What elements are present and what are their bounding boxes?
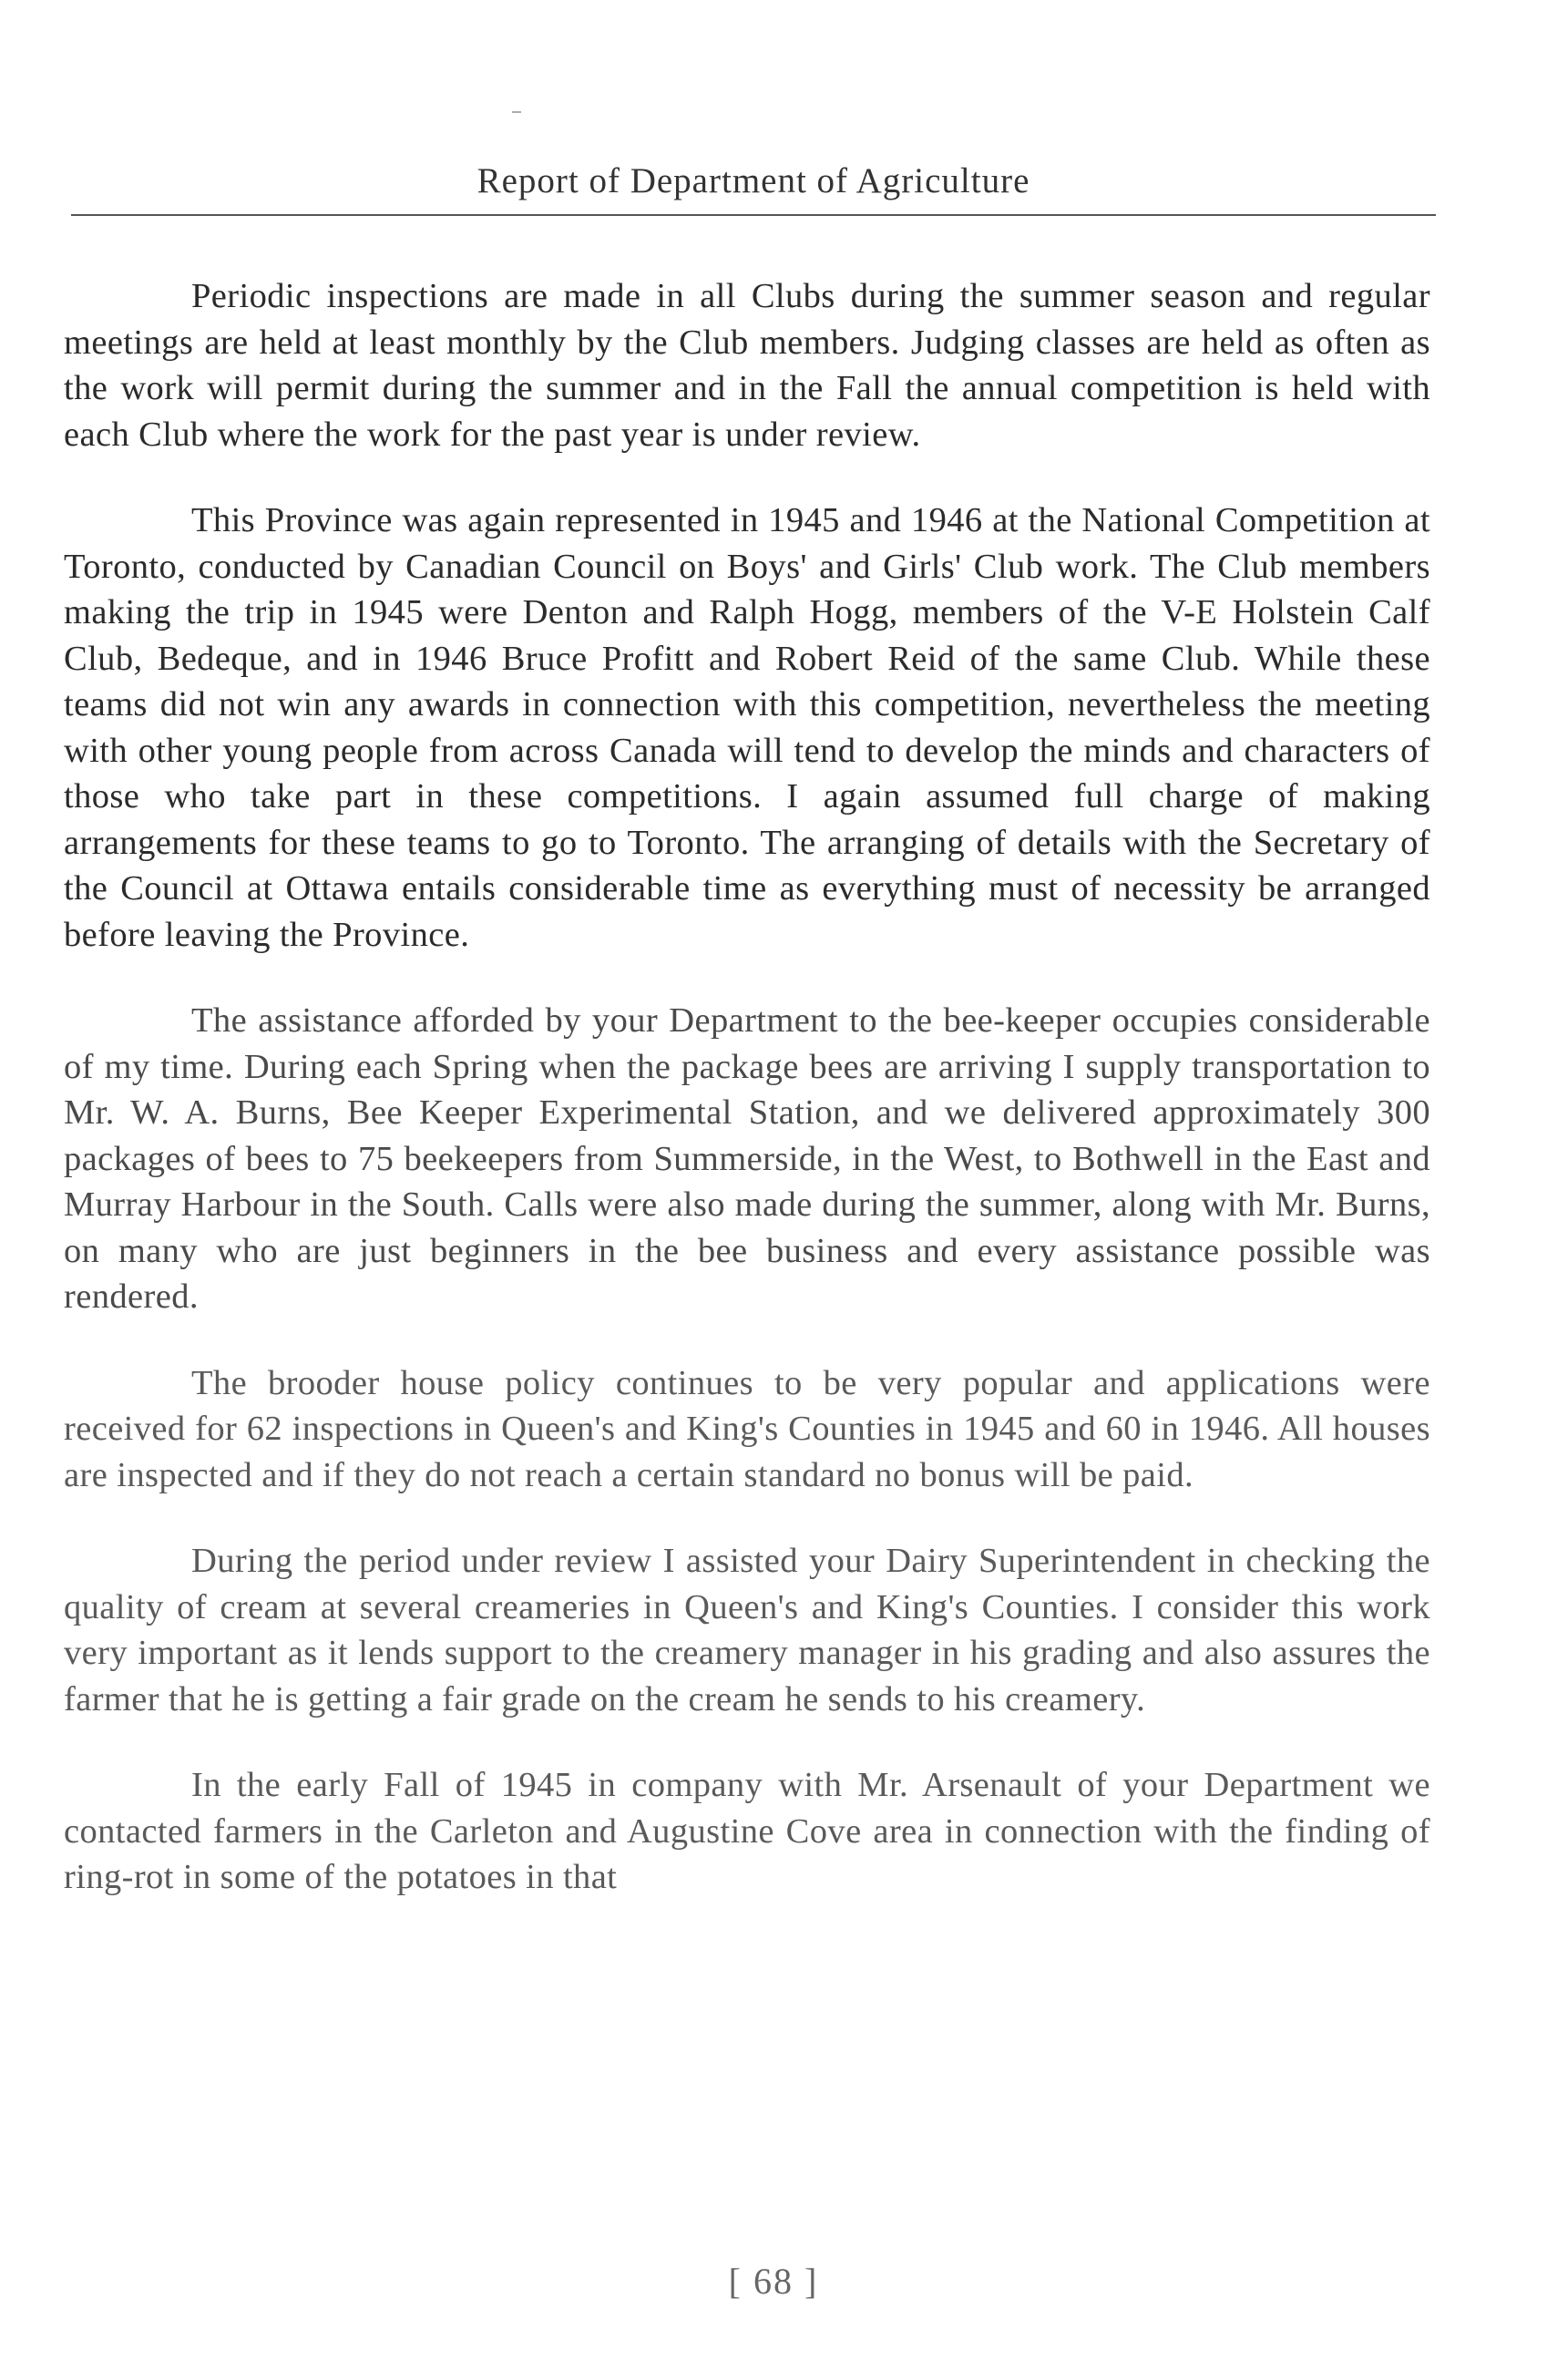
paragraph-club-inspections: Periodic inspections are made in all Clubs during the summer season and regular meetings are held at least monthly by the Club members. Judging classes are held as often as the work will permit during the summer and in the Fall the annual competition is held with each Club where the work for the past year is under review. [64,277,1430,454]
body-text [64,273,1430,1941]
running-head: Report of Department of Agriculture [476,161,1030,200]
paragraph-cream-quality: During the period under review I assisted your Dairy Superintendent in checking the quality of cream at several creameries in Queen's and King's Counties. I consider this work very important as it lends support to the creamery manager in his grading and also assures the farmer that he is getting a fair grade on the cream he sends to his creamery. [64,1542,1430,1718]
paragraph-brooder-house: The brooder house policy continues to be very popular and applications were received for 62 inspections in Queen's and King's Counties in 1945 and 60 in 1946. All houses are inspected and if they do not reach a certain standard no bonus will be paid. [64,1363,1430,1494]
printer-mark [512,111,521,113]
paragraph-national-competition: This Province was again represented in 1945 and 1946 at the National Competition at Toronto, conducted by Canadian Council on Boys' and Girls' Club work. The Club members making the trip in 1945 were Denton and Ralph Hogg, members of the V-E Holstein Calf Club, Bedeque, and in 1946 Bruce Profitt and Robert Reid of the same Club. While these teams did not win any awards in connection with this competition, nevertheless the meeting with other young people from across Canada will tend to develop the minds and characters of those who take part in these competitions. I again assumed full charge of making arrangements for these teams to go to Toronto. The arranging of details with the Secretary of the Council at Ottawa entails considerable time as everything must of necessity be arranged before leaving the Province. [64,501,1430,954]
header-rule [71,214,1436,216]
paragraph-ring-rot: In the early Fall of 1945 in company with Mr. Arsenault of your Department we contacted farmers in the Carleton and Augustine Cove area in connection with the finding of ring-rot in some of the potatoes in that [64,1766,1430,1896]
paragraph-bee-keeping: The assistance afforded by your Department to the bee-keeper occupies considerable of my time. During each Spring when the package bees are arriving I supply transportation to Mr. W. A. Burns, Bee Keeper Experimental Station, and we delivered approximately 300 packages of bees to 75 beekeepers from Summerside, in the West, to Bothwell in the East and Murray Harbour in the South. Calls were also made during the summer, along with Mr. Burns, on many who are just beginners in the bee business and every assistance possible was rendered. [64,1001,1430,1316]
page-number: [ 68 ] [728,2261,819,2302]
